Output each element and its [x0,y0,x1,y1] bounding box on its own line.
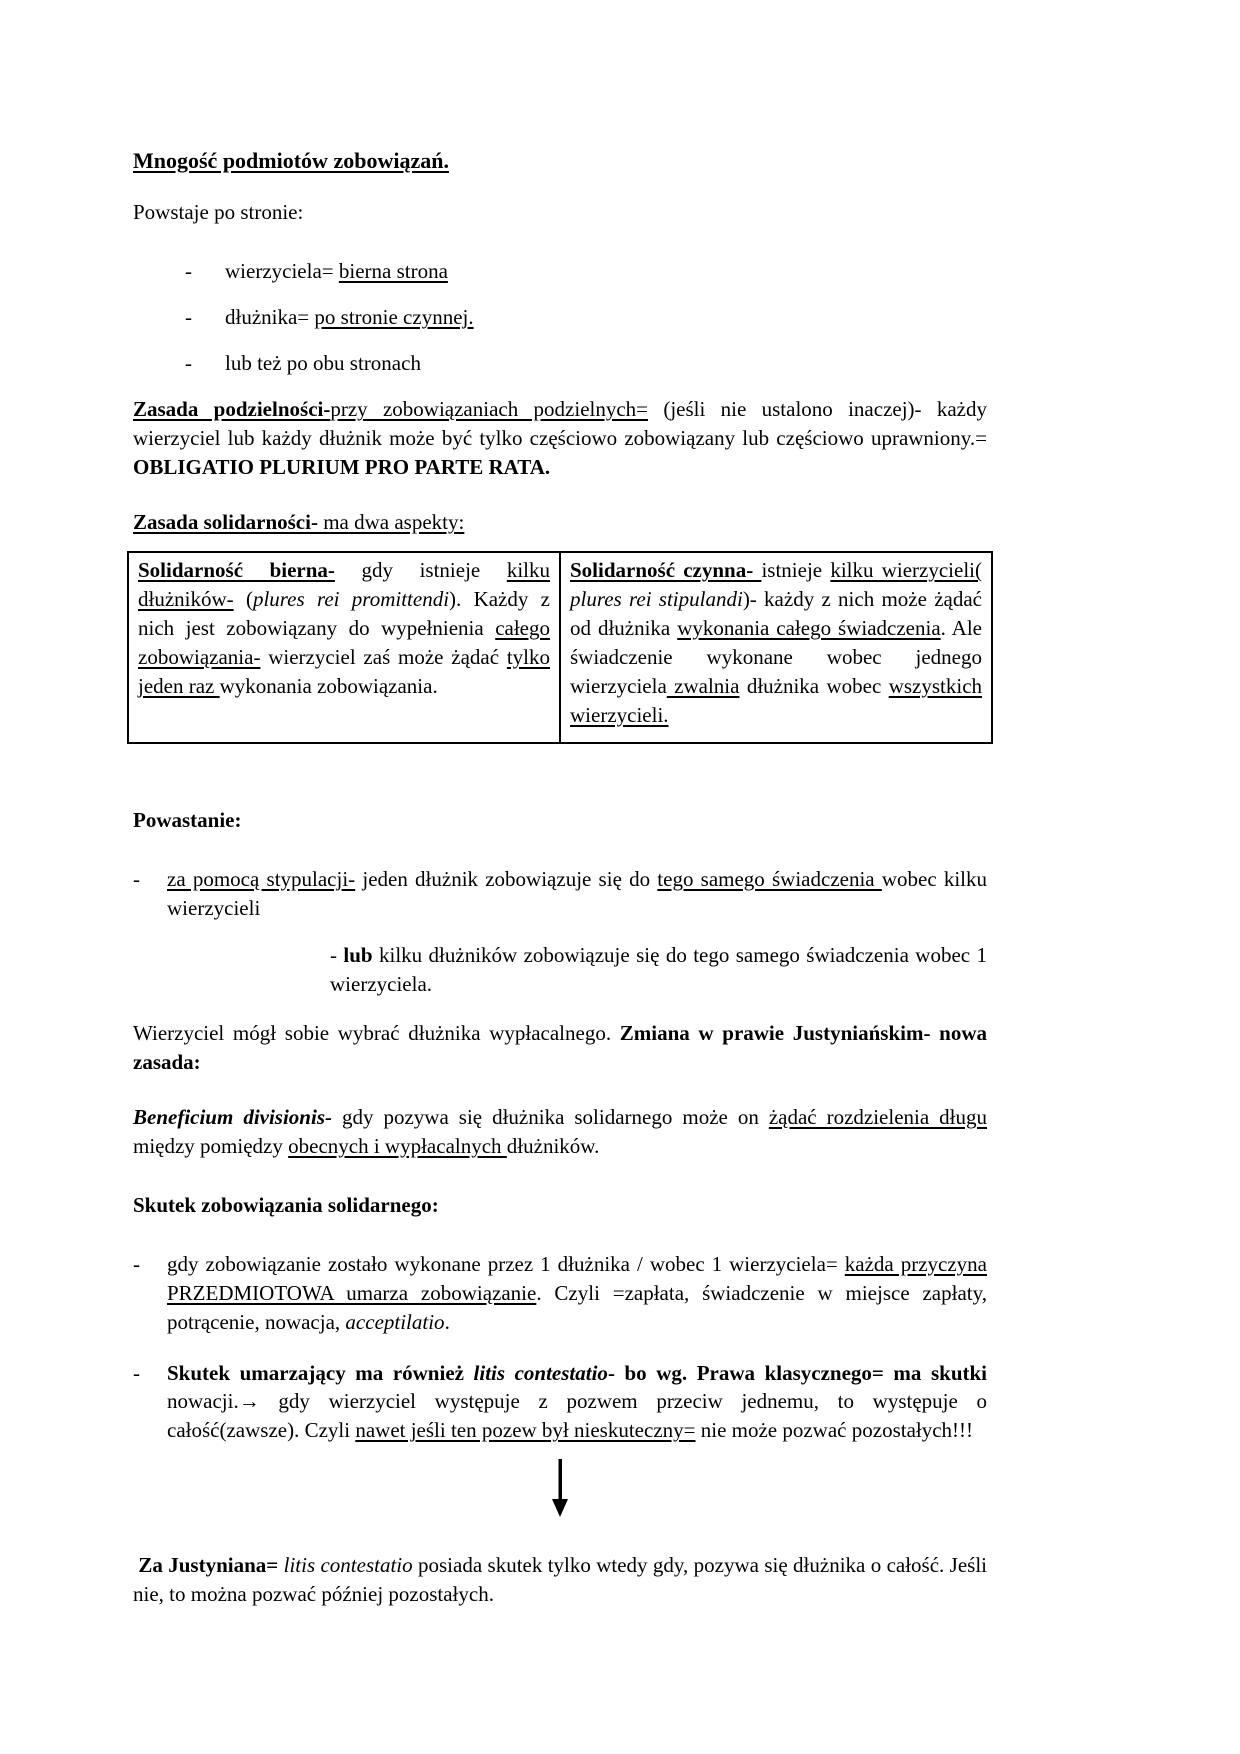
page-title: Mnogość podmiotów zobowiązań. [133,148,449,173]
text-run: nowacji.→ gdy wierzyciel występuje z pozwem przeciw jednemu, to występuje o całość(zawsze). Czyli [167,1389,987,1443]
table-row [128,552,992,743]
text-run: kilku dłużników- [138,558,550,612]
text-run: za pomocą stypulacji- [167,866,356,891]
text-run: ( [233,587,253,612]
text-run: lub [343,942,373,967]
text-run: lub też po obu stronach [225,351,421,376]
text-run: . [444,1309,450,1334]
text-run: wykonania całego świadczenia [677,616,941,641]
text-run: żądać rozdzielenia długu [768,1104,988,1129]
passive-solidarity-cell [128,552,560,743]
bullet-text [167,1250,987,1337]
text-run: dłużnika wobec [739,673,889,698]
text-run: plures rei promittendi [252,587,450,612]
text-run: Zmiana w prawie Justyniańskim- nowa zasada: [133,1020,987,1074]
dash-bullet: - [133,1251,140,1276]
text-run: każda przyczyna PRZEDMIOTOWA umarza zobowiązanie [167,1251,987,1305]
formation-heading: Powastanie: [133,807,242,832]
text-run: Beneficium divisionis- [133,1104,332,1129]
list-item [185,349,987,378]
text-run: Solidarność czynna- [570,558,762,583]
solidarity-heading [133,508,987,537]
text-run: wszystkich wierzycieli. [570,673,983,727]
dash-bullet: - [185,305,192,330]
text-run: Wierzyciel mógł sobie wybrać dłużnika wypłacalnego. [133,1020,620,1045]
text-run: ). Każdy z nich jest zobowiązany do wypełnienia [138,587,550,641]
text-run: zwalnia [666,673,740,698]
text-run: wierzyciela= [225,259,339,284]
text-run: wobec kilku wierzycieli [167,866,988,920]
text-run: dłużnika= [225,305,315,330]
text-run: nawet jeśli ten pozew był nieskuteczny= [355,1418,696,1443]
dash-bullet: - [133,866,140,891]
arrow-container [133,1459,987,1517]
text-run: gdy pozywa się dłużnika solidarnego może on [332,1104,769,1129]
text-run: (jeśli nie ustalono inaczej)- każdy wierzyciel lub każdy dłużnik może być tylko częściowo zobowiązany lub częściowo uprawniony.= [133,397,987,451]
list-item [185,303,987,332]
bullet-text [167,1359,987,1446]
text-run: )- każdy z nich może żądać od dłużnika [570,587,982,641]
text-run: litis contestatio [283,1553,413,1578]
text-run: kilku wierzycieli( [830,558,982,583]
text-run: gdy istnieje [334,558,507,583]
text-run: - bo wg. Prawa klasycznego= ma skutki [607,1360,988,1385]
list-item-text [225,349,421,378]
text-run: obecnych i wypłacalnych [288,1133,507,1158]
text-run: tylko jeden raz [138,645,550,698]
text-run: wykonania zobowiązania. [219,673,438,698]
text-run: tego samego świadczenia [657,866,882,891]
text-run: istnieje [761,558,831,583]
text-run: dłużników. [506,1133,600,1158]
intro-paragraph: Powstaje po stronie: [133,200,304,225]
text-run: gdy zobowiązanie zostało wykonane przez 1 dłużnika / wobec 1 wierzyciela= [167,1251,845,1276]
text-run: po stronie czynnej. [314,305,474,330]
text-run: acceptilatio [345,1309,445,1334]
text-run: wierzyciel zaś może żądać [260,645,507,670]
dash-bullet: - [185,351,192,376]
beneficium-divisionis-paragraph [133,1103,987,1161]
down-arrow-icon [549,1459,571,1517]
text-run: Skutek umarzający ma również [167,1360,474,1385]
text-run: litis contestatio [473,1360,608,1385]
text-run: Solidarność bierna- [138,558,335,583]
solidarity-effect-heading: Skutek zobowiązania solidarnego: [133,1192,439,1217]
list-item [185,257,987,286]
stipulation-bullet [133,865,987,923]
many-debtors-paragraph [330,941,987,999]
objective-cause-bullet [133,1250,987,1337]
text-run: kilku dłużników zobowiązuje się do tego samego świadczenia wobec 1 wierzyciela. [330,942,987,996]
dash-bullet: - [185,259,192,284]
text-run: OBLIGATIO PLURIUM PRO PARTE RATA. [133,455,551,480]
text-run: Za Justyniana= [133,1553,284,1578]
text-run: między pomiędzy [133,1133,289,1158]
text-run: nie może pozwać pozostałych!!! [695,1418,974,1443]
list-item-text [225,303,474,332]
text-run: . Ale świadczenie wykonane wobec jednego wierzyciela [570,616,982,698]
divisibility-paragraph [133,395,987,482]
text-run: przy zobowiązaniach podzielnych= [330,397,649,422]
sides-bullet-list [185,257,987,378]
text-run: całego zobowiązania- [138,616,550,670]
text-run: posiada skutek tylko wtedy gdy, pozywa się dłużnika o całość. Jeśli nie, to można pozwać później pozostałych. [133,1553,987,1607]
active-solidarity-cell [560,552,992,743]
litis-contestatio-bullet [133,1359,987,1446]
dash-bullet: - [133,1360,140,1385]
text-run: bierna strona [338,259,448,284]
text-run: plures rei stipulandi [570,587,743,612]
text-run: ma dwa aspekty: [317,510,465,535]
text-run: - [330,942,344,967]
text-run: jeden dłużnik zobowiązuje się do [355,866,658,891]
creditor-choice-paragraph [133,1019,987,1077]
text-run: Zasada solidarności- [133,510,318,535]
text-run: Zasada podzielności- [133,397,331,422]
bullet-text [167,865,987,923]
text-run: . Czyli =zapłata, świadczenie w miejsce zapłaty, potrącenie, nowacja, [167,1280,987,1334]
list-item-text [225,257,448,286]
justinian-paragraph [133,1551,987,1609]
solidarity-table [127,551,993,744]
